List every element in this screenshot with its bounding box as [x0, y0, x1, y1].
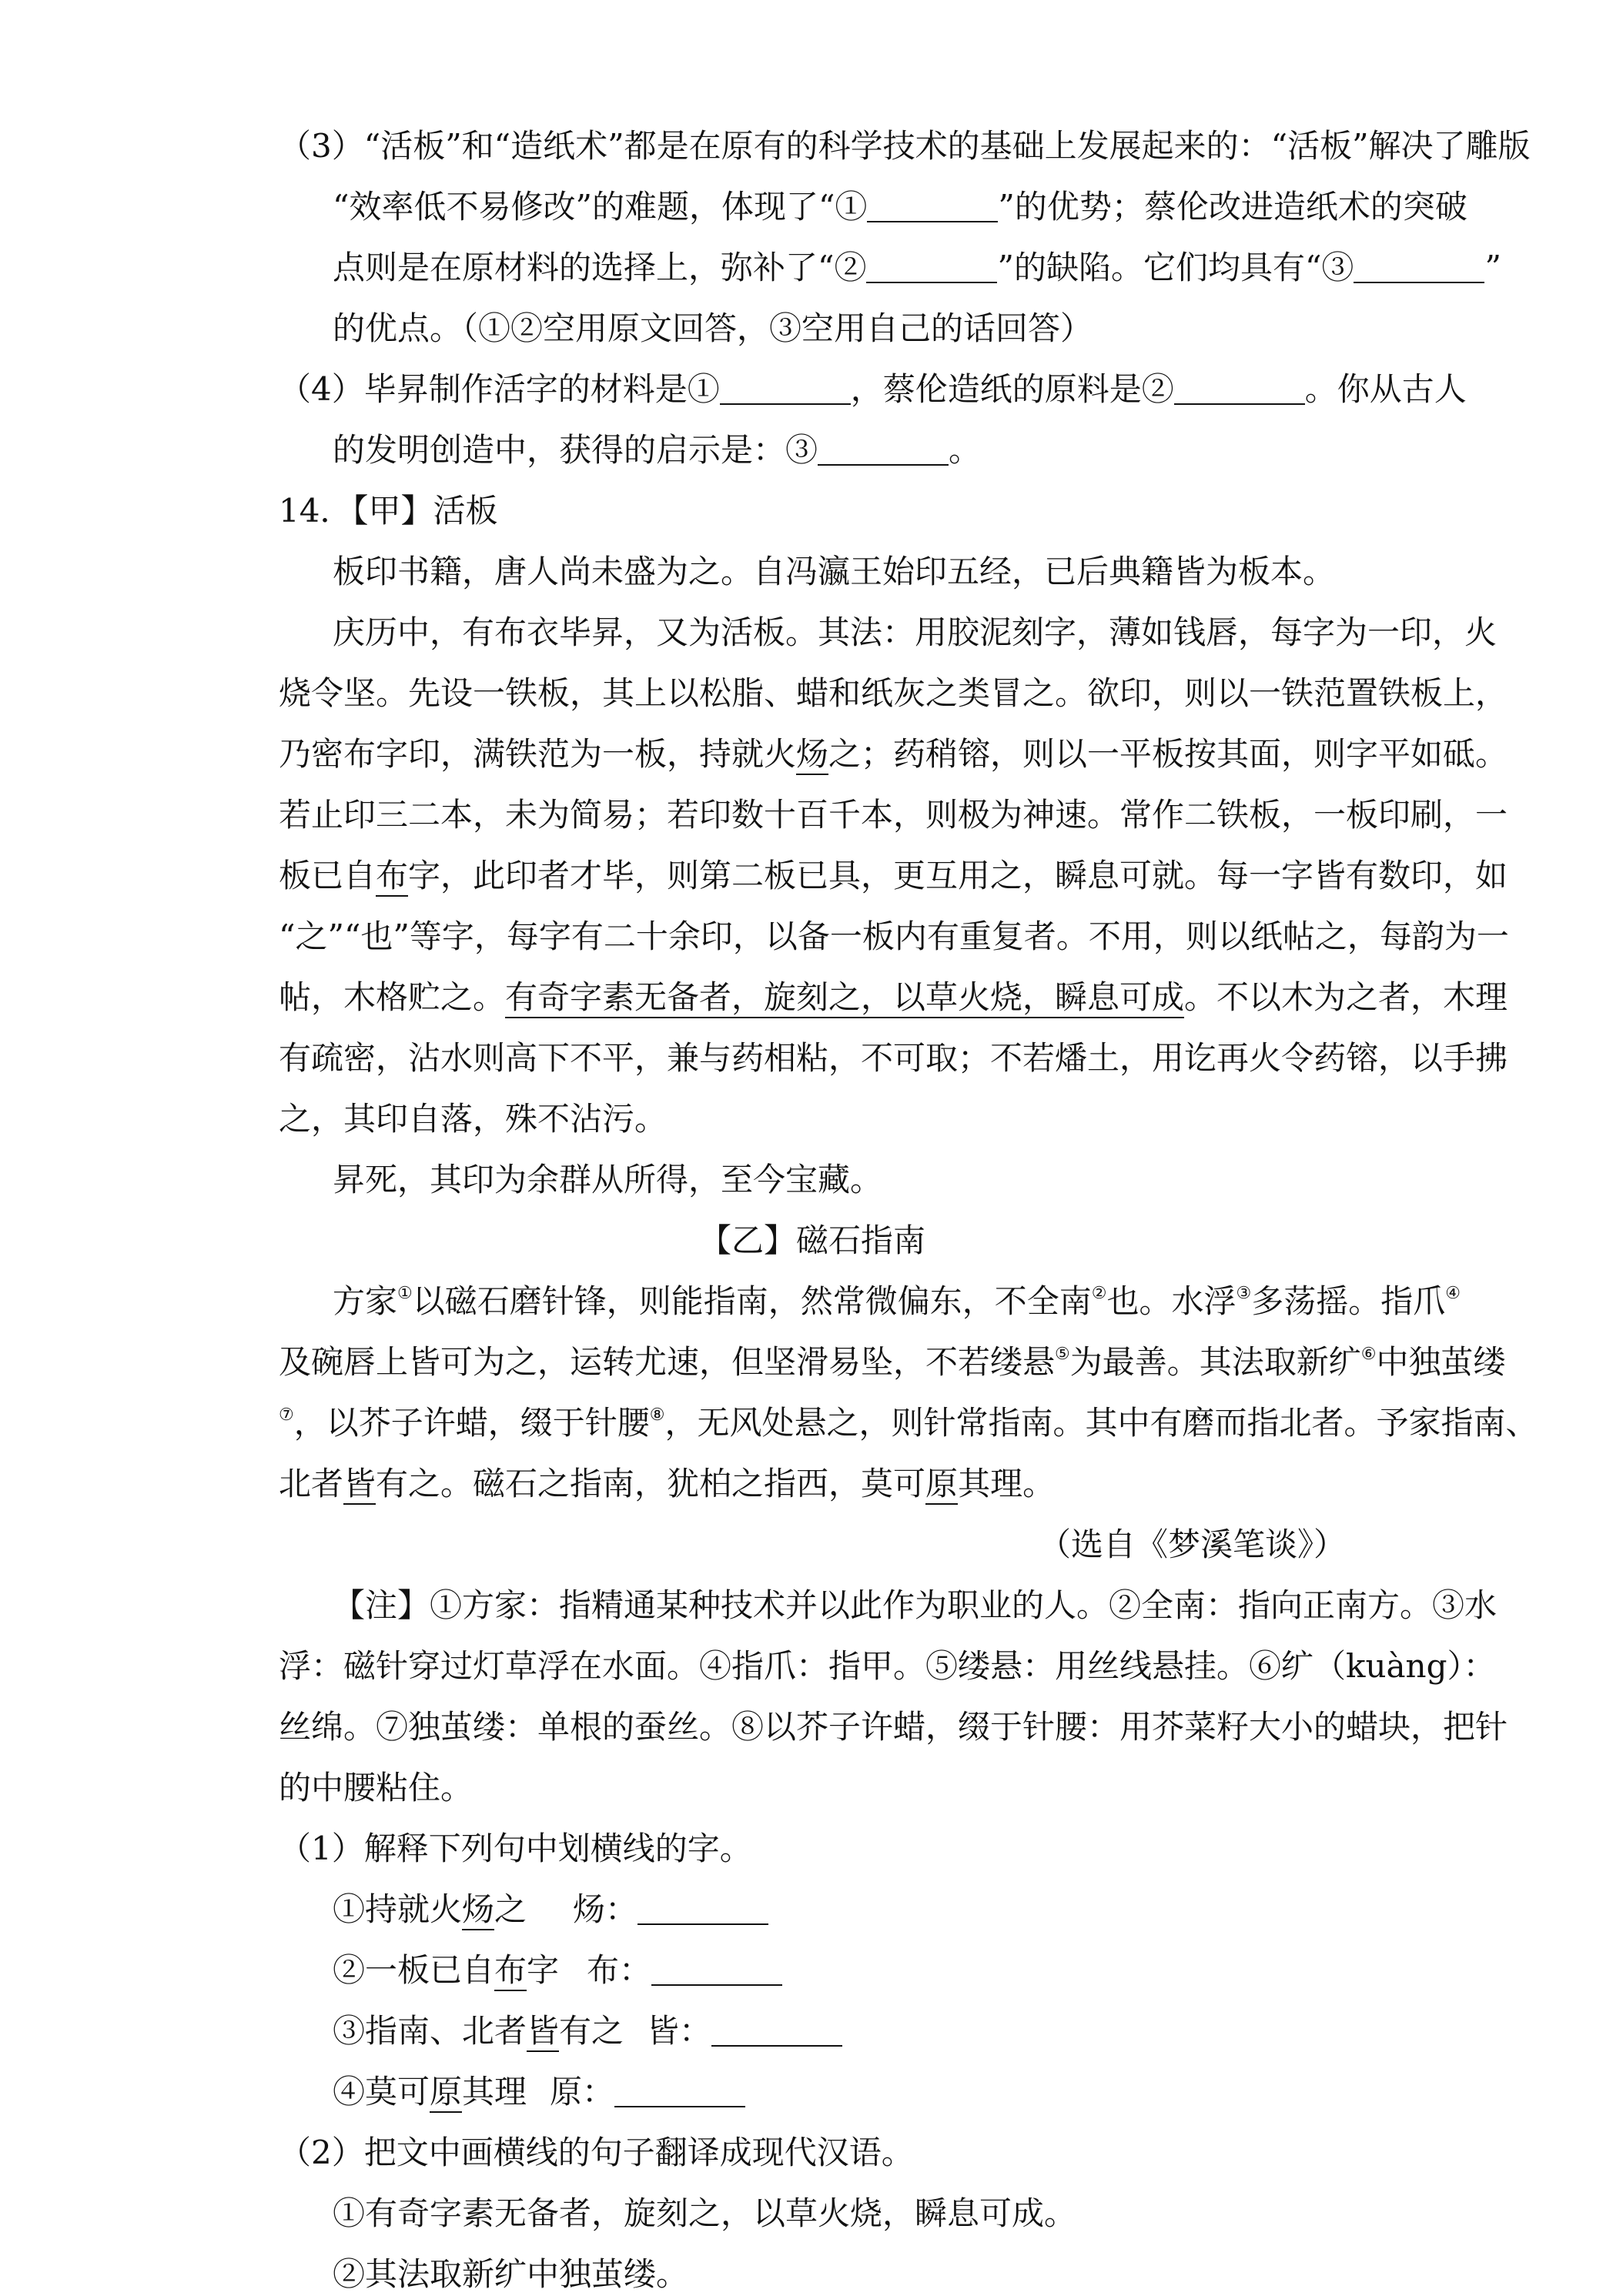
q4-line-1 — [279, 368, 1467, 411]
passage-jia-line: 有疏密，沾水则高下不平，兼与药相粘，不可取；不若燔土，用讫再火令药镕，以手拂 — [279, 1039, 1508, 1077]
passage-text: 字，此印者才毕，则第二板已具，更互用之，瞬息可就。每一字皆有数印，如 — [408, 857, 1508, 894]
q3-line-4: 的优点。（①②空用原文回答，③空用自己的话回答） — [333, 309, 1093, 347]
passage-yi-line — [279, 1402, 1538, 1445]
passage-text: 方家 — [333, 1282, 398, 1320]
underlined-char: 布 — [494, 1951, 527, 1991]
item-text: 字 — [527, 1951, 560, 1989]
notes-line: 丝绵。⑦独茧缕：单根的蚕丝。⑧以芥子许蜡，缀于针腰：用芥菜籽大小的蜡块，把针 — [279, 1708, 1508, 1746]
underlined-sentence: 有奇字素无备者，旋刻之，以草火烧，瞬息可成 — [505, 978, 1184, 1018]
q3-text: “效率低不易修改”的难题，体现了“① — [333, 188, 868, 226]
answer-blank[interactable] — [866, 251, 997, 283]
sub-question-2-sentence: ②其法取新纩中独茧缕。 — [333, 2255, 689, 2293]
passage-text: 帖，木格贮之。 — [279, 978, 506, 1016]
passage-jia-line — [279, 976, 1508, 1019]
note-marker: ① — [397, 1284, 413, 1303]
answer-blank[interactable] — [614, 2075, 745, 2107]
item-text: 有之 — [559, 2012, 624, 2050]
notes-line: 【注】①方家：指精通某种技术并以此作为职业的人。②全南：指向正南方。③水 — [333, 1586, 1498, 1624]
item-text: 其理 — [462, 2073, 527, 2111]
passage-text: 有之。磁石之指南，犹柏之指西，莫可 — [376, 1465, 926, 1502]
passage-text: 及碗唇上皆可为之，运转尤速，但坚滑易坠，不若缕悬 — [279, 1343, 1056, 1381]
note-marker: ② — [1091, 1284, 1107, 1303]
passage-text: 之；药稍镕，则以一平板按其面，则字平如砥。 — [828, 735, 1508, 773]
sub-question-2-title: （2）把文中画横线的句子翻译成现代汉语。 — [279, 2134, 914, 2171]
answer-blank[interactable] — [711, 2014, 842, 2047]
answer-blank[interactable] — [720, 373, 851, 405]
q3-text: ” — [1484, 249, 1501, 286]
note-marker: ③ — [1236, 1284, 1252, 1303]
passage-yi-heading: 【乙】磁石指南 — [698, 1222, 925, 1259]
note-marker: ⑤ — [1055, 1345, 1070, 1364]
underlined-char: 原 — [430, 2073, 462, 2113]
passage-text: 多荡摇。指爪 — [1251, 1282, 1446, 1320]
sub-question-1-item — [333, 1888, 768, 1931]
passage-jia-line: 庆历中，有布衣毕昇，又为活板。其法：用胶泥刻字，薄如钱唇，每字为一印，火 — [333, 613, 1498, 651]
q3-line-3 — [333, 246, 1501, 289]
passage-text: 以磁石磨针锋，则能指南，然常微偏东，不全南 — [412, 1282, 1092, 1320]
q4-text: 。你从古人 — [1304, 370, 1467, 408]
passage-jia-line — [279, 733, 1508, 776]
answer-blank[interactable] — [1174, 373, 1305, 405]
passage-jia-line: 若止印三二本，未为简易；若印数十百千本，则极为神速。常作二铁板，一板印刷，一 — [279, 796, 1508, 834]
passage-jia-line: 之，其印自落，殊不沾污。 — [279, 1100, 668, 1138]
passage-jia-para-1: 板印书籍，唐人尚未盛为之。自冯瀛王始印五经，已后典籍皆为板本。 — [333, 553, 1336, 590]
answer-blank[interactable] — [867, 190, 998, 222]
item-text: ②一板已自 — [333, 1951, 495, 1989]
item-14-heading: 14．【甲】活板 — [279, 492, 498, 530]
q3-text: ”的缺陷。它们均具有“③ — [997, 249, 1354, 286]
item-key: 原： — [550, 2073, 615, 2111]
passage-text: ，无风处悬之，则针常指南。其中有磨而指北者。予家指南、 — [664, 1404, 1538, 1442]
sub-question-1-item — [333, 2010, 842, 2053]
passage-yi-line — [279, 1462, 1055, 1506]
passage-text: 为最善。其法取新纩 — [1069, 1343, 1361, 1381]
item-key: 皆： — [647, 2012, 712, 2050]
answer-blank[interactable] — [1354, 251, 1484, 283]
q3-text: 点则是在原材料的选择上，弥补了“② — [333, 249, 867, 286]
sub-question-1-item — [333, 2070, 745, 2114]
answer-blank[interactable] — [651, 1953, 782, 1986]
underlined-char: 炀 — [462, 1890, 494, 1930]
note-marker: ⑧ — [649, 1405, 665, 1425]
passage-text: 也。水浮 — [1106, 1282, 1236, 1320]
q3-line-1: （3）“活板”和“造纸术”都是在原有的科学技术的基础上发展起来的：“活板”解决了雕版 — [279, 127, 1531, 165]
sub-question-2-sentence: ①有奇字素无备者，旋刻之，以草火烧，瞬息可成。 — [333, 2194, 1077, 2232]
passage-jia-para-3: 昇死，其印为余群从所得，至今宝藏。 — [333, 1161, 883, 1198]
note-marker: ④ — [1445, 1284, 1461, 1303]
passage-yi-line — [333, 1280, 1461, 1323]
passage-jia-line — [279, 854, 1508, 897]
q4-text: （4）毕昇制作活字的材料是① — [279, 370, 720, 408]
passage-text: 中独茧缕 — [1376, 1343, 1506, 1381]
passage-text: 乃密布字印，满铁范为一板，持就火 — [279, 735, 797, 773]
sub-question-1-title: （1）解释下列句中划横线的字。 — [279, 1830, 752, 1867]
passage-text: ，以芥子许蜡，缀于针腰 — [293, 1404, 650, 1442]
q4-text: 的发明创造中，获得的启示是：③ — [333, 431, 818, 469]
underlined-char-jie: 皆 — [343, 1465, 376, 1505]
passage-text: 板已自 — [279, 857, 376, 894]
passage-jia-line: 烧令坚。先设一铁板，其上以松脂、蜡和纸灰之类冒之。欲印，则以一铁范置铁板上， — [279, 674, 1508, 712]
passage-text: 其理。 — [958, 1465, 1056, 1502]
underlined-char-yang: 炀 — [796, 735, 828, 775]
passage-yi-line — [279, 1341, 1506, 1384]
answer-blank[interactable] — [818, 433, 949, 466]
passage-jia-line: “之”“也”等字，每字有二十余印，以备一板内有重复者。不用，则以纸帖之，每韵为一 — [279, 917, 1509, 955]
source-citation: （选自《梦溪笔谈》） — [1038, 1526, 1346, 1563]
q3-line-2 — [333, 185, 1467, 229]
answer-blank[interactable] — [637, 1893, 768, 1925]
notes-line: 浮：磁针穿过灯草浮在水面。④指爪：指甲。⑤缕悬：用丝线悬挂。⑥纩（kuàng）： — [279, 1647, 1496, 1685]
sub-question-1-item — [333, 1949, 782, 1992]
item-text: ③指南、北者 — [333, 2012, 527, 2050]
underlined-char-yuan: 原 — [925, 1465, 958, 1505]
item-key: 炀： — [573, 1890, 638, 1928]
item-text: 之 — [494, 1890, 527, 1928]
q4-text: ，蔡伦造纸的原料是② — [850, 370, 1174, 408]
notes-line: 的中腰粘住。 — [279, 1769, 474, 1806]
item-text: ①持就火 — [333, 1890, 463, 1928]
underlined-char: 皆 — [527, 2012, 559, 2052]
note-marker: ⑥ — [1360, 1345, 1377, 1364]
item-key: 布： — [587, 1951, 652, 1989]
passage-text: 北者 — [279, 1465, 344, 1502]
q3-text: ”的优势；蔡伦改进造纸术的突破 — [998, 188, 1467, 226]
item-text: ④莫可 — [333, 2073, 430, 2111]
note-marker: ⑦ — [279, 1405, 294, 1425]
passage-text: 。不以木为之者，木理 — [1184, 978, 1508, 1016]
q4-line-2 — [333, 429, 981, 472]
underlined-char-bu: 布 — [376, 857, 408, 897]
q4-text: 。 — [949, 431, 982, 469]
